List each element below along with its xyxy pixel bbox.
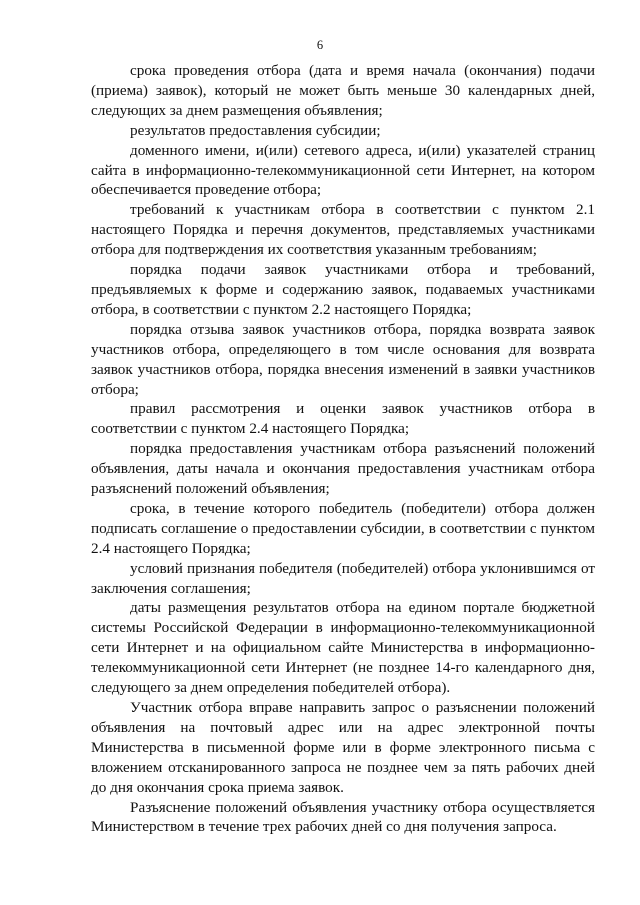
paragraph: срока проведения отбора (дата и время начала (окончания) подачи (приема) заявок), который не может быть меньше 30 календарных дней, следующих за днем размещения объявления; (91, 62, 595, 119)
paragraph: требований к участникам отбора в соответствии с пунктом 2.1 настоящего Порядка и перечня документов, представляемых участниками отбора для подтверждения их соответствия указанным требованиям; (91, 201, 595, 259)
paragraph: результатов предоставления субсидии; (130, 121, 381, 139)
page-number: 6 (316, 38, 324, 52)
document-body (91, 61, 595, 837)
paragraph: порядка отзыва заявок участников отбора, порядка возврата заявок участников отбора, определяющего в том числе основания для возврата заявок участников отбора, порядка внесения изменений в заявки участников отбора; (91, 320, 595, 398)
paragraph: Разъяснение положений объявления участнику отбора осуществляется Министерством в течение трех рабочих дней со дня получения запроса. (91, 798, 595, 836)
paragraph: порядка подачи заявок участниками отбора и требований, предъявляемых к форме и содержанию заявок, подаваемых участниками отбора, в соответствии с пунктом 2.2 настоящего Порядка; (91, 261, 595, 318)
paragraph: доменного имени, и(или) сетевого адреса, и(или) указателей страниц сайта в информационно-телекоммуникационной сети Интернет, на котором обеспечивается проведение отбора; (91, 141, 595, 199)
paragraph: срока, в течение которого победитель (победители) отбора должен подписать соглашение о предоставлении субсидии, в соответствии с пунктом 2.4 настоящего Порядка; (91, 499, 595, 557)
paragraph: Участник отбора вправе направить запрос о разъяснении положений объявления на почтовый адрес или на адрес электронной почты Министерства в письменной форме или в форме электронного письма с вложением отсканированного запроса не позднее чем за пять рабочих дней до дня окончания срока приема заявок. (91, 699, 595, 796)
paragraph: условий признания победителя (победителей) отбора уклонившимся от заключения соглашения; (91, 559, 595, 597)
paragraph: правил рассмотрения и оценки заявок участников отбора в соответствии с пунктом 2.4 настоящего Порядка; (91, 400, 595, 438)
paragraph: даты размещения результатов отбора на едином портале бюджетной системы Российской Федерации в информационно-телекоммуникационной сети Интернет и на официальном сайте Министерства в информационно-телекоммуникационной сети Интернет (не позднее 14-го календарного дня, следующего за днем определения победителей отбора). (91, 599, 595, 697)
paragraph: порядка предоставления участникам отбора разъяснений положений объявления, даты начала и окончания предоставления участникам отбора разъяснений положений объявления; (91, 440, 595, 498)
